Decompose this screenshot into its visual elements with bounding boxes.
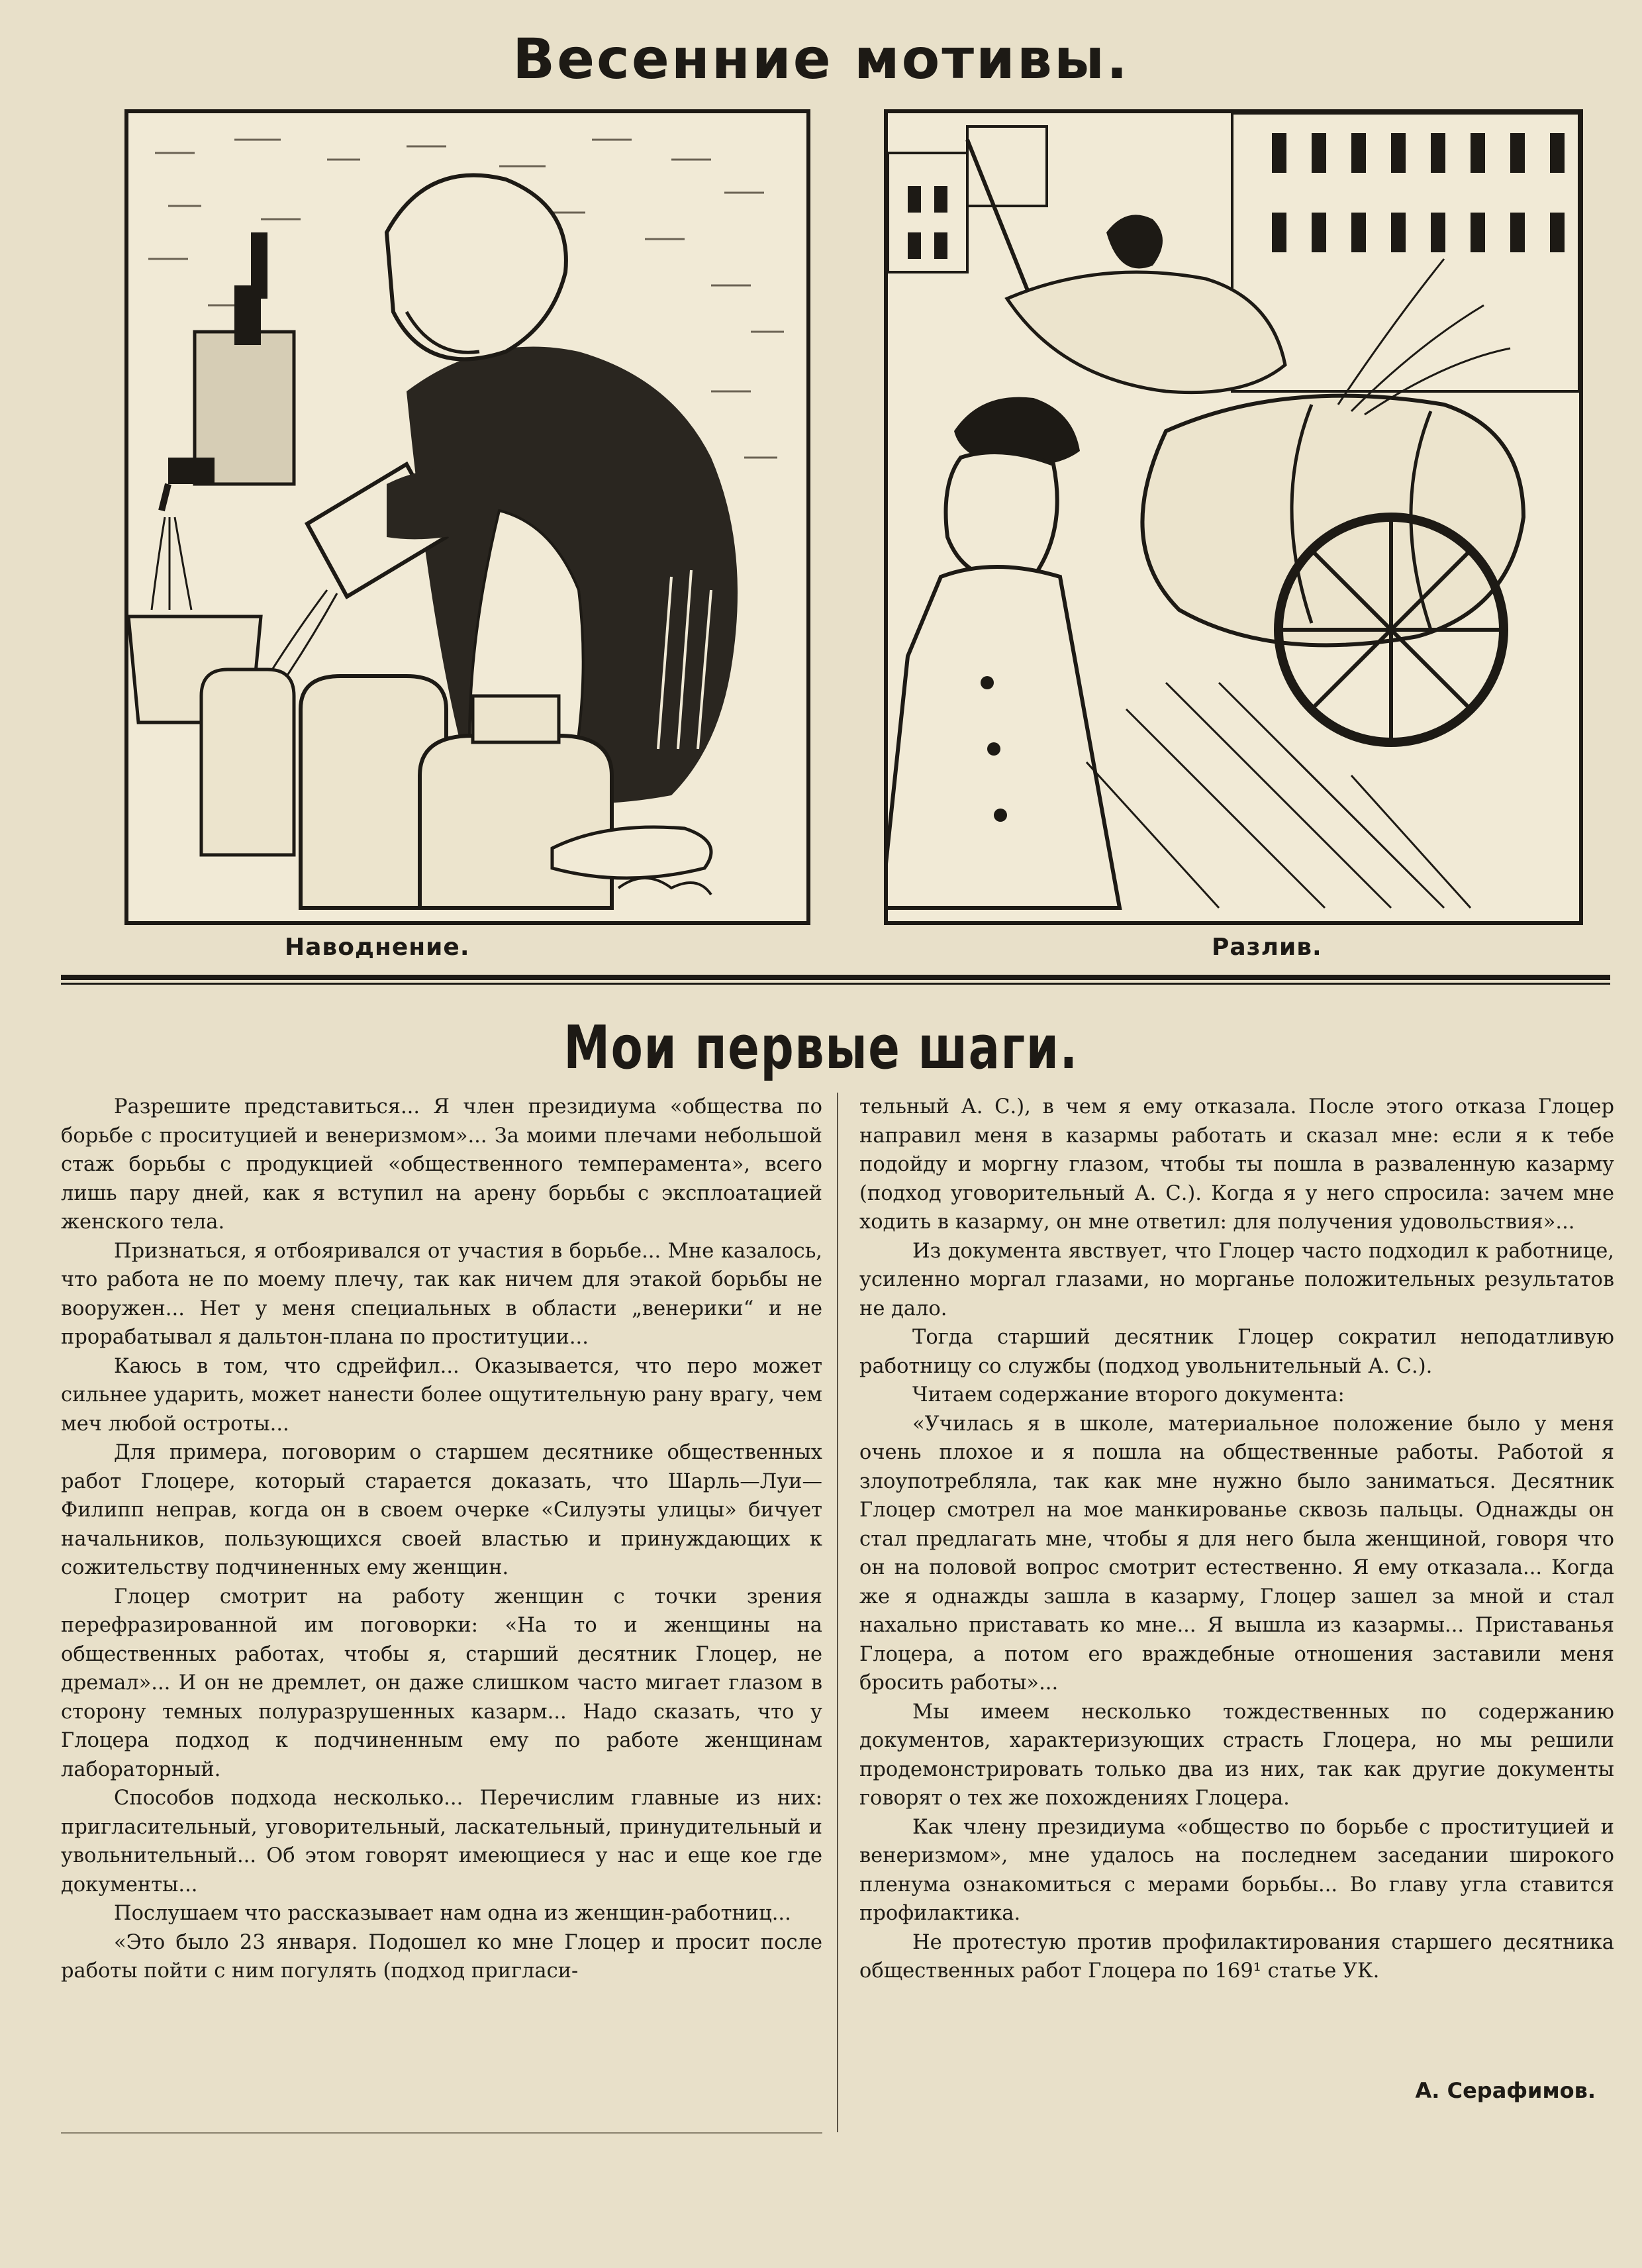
paragraph: Разрешите представиться... Я член президиума «общества по борьбе с проситуцией и венеризмом»... За моими плечами небольшой стаж борьбы с продукцией «общественного темперамента», всего лишь пару дней, как я вступил на арену борьбы с эксплоатацией женского тела. [61,1095,822,1234]
paragraph: Послушаем что рассказывает нам одна из женщин-работниц... [114,1902,791,1925]
author-signature: А. Серафимов. [1415,2078,1596,2103]
illustration-flood [124,109,810,925]
paragraph: Не протестую против профилактирования старшего десятника общественных работ Глоцера по 169¹ статье УК. [859,1930,1614,1983]
illustration-caption-spill: Разлив. [1212,934,1322,961]
paragraph: Каюсь в том, что сдрейфил... Оказывается, что перо может сильнее ударить, может нанести более ощутительную рану врагу, чем меч любой остроты... [61,1354,822,1436]
paragraph: «Училась я в школе, материальное положение было у меня очень плохое и я пошла на общественные работы. Работой я злоупотребляла, так как мне нужно было заниматься. Десятник Глоцер смотрел на мое манкированье сквозь пальцы. Однажды он стал предлагать мне, чтобы я для него была женщиной, говоря что он на половой вопрос смотрит естественно. Я ему отказала... Когда же я однажды зашла в казарму, Глоцер зашел за мной и стал нахально приставать ко мне... Я вышла из казармы... Приставанья Глоцера, а потом его враждебные отношения заставили меня бросить работы»... [859,1412,1614,1695]
section-divider [61,975,1610,980]
section-divider-thin [61,983,1610,985]
paragraph: Мы имеем несколько тождественных по содержанию документов, характеризующих страсть Глоцера, но мы решили продемонстрировать только два из них, так как другие документы говорят о тех же похождениях Глоцера. [859,1700,1614,1810]
paragraph: Из документа явствует, что Глоцер часто подходил к работнице, усиленно моргал глазами, но морганье положительных результатов не дало. [859,1239,1614,1320]
paragraph: Как члену президиума «общество по борьбе с проституцией и венеризмом», мне удалось на последнем заседании широкого пленума ознакомиться с мерами борьбы... Во главу угла ставится профилактика. [859,1815,1614,1925]
column-divider [837,1093,838,2132]
article-title: Мои первые шаги. [563,1013,1079,1083]
cartoon-spill-drawing [888,113,1579,921]
paragraph: Для примера, поговорим о старшем десятнике общественных работ Глоцере, который старается доказать, что Шарль—Луи—Филипп неправ, когда он в своем очерке «Силуэты улицы» бичует начальников, пользующихся своей властью и принуждающих к сожительству подчиненных ему женщин. [61,1441,822,1579]
paragraph: Способов подхода несколько... Перечислим главные из них: пригласительный, уговорительный, ласкательный, принудительный и увольнительный... Об этом говорят имеющиеся у нас и еще кое где документы... [61,1787,822,1897]
paragraph: Тогда старший десятник Глоцер сократил неподатливую работницу со службы (подход увольнительный А. С.). [859,1326,1614,1378]
illustration-spill [884,109,1583,925]
paragraph: Глоцер смотрит на работу женщин с точки зрения перефразированной им поговорки: «На то и женщины на общественных работах, чтобы я, старший десятник Глоцер, не дремал»... И он не дремлет, он даже слишком часто мигает глазом в сторону темных полуразрушенных казарм... Надо сказать, что у Глоцера подход к подчиненным ему по работе женщинам лабораторный. [61,1585,822,1781]
paragraph: Признаться, я отбояривался от участия в борьбе... Мне казалось, что работа не по моему плечу, так как ничем для этакой борьбы не вооружен... Нет у меня специальных в области „венерики“ и не прорабатывал я дальтон-плана по проституции... [61,1239,822,1349]
article-column-right [859,1093,1614,1986]
cartoon-flood-drawing [128,113,806,921]
bottom-rule [61,2132,822,2134]
paragraph: Читаем содержание второго документа: [912,1383,1345,1406]
illustration-caption-flood: Наводнение. [285,934,470,961]
page-title: Весенние мотивы. [512,26,1130,91]
paragraph: тельный А. С.), в чем я ему отказала. После этого отказа Глоцер направил меня в казармы работать и сказал мне: если я к тебе подойду и моргну глазом, чтобы ты пошла в развалeнную казарму (подход уговорительный А. С.). Когда я у него спросила: зачем мне ходить в казарму, он мне ответил: для получения удовольствия»... [859,1095,1614,1234]
article-column-left [61,1093,822,1986]
paragraph: «Это было 23 января. Подошел ко мне Глоцер и просит после работы пойти с ним погулять (подход пригласи- [61,1930,822,1983]
